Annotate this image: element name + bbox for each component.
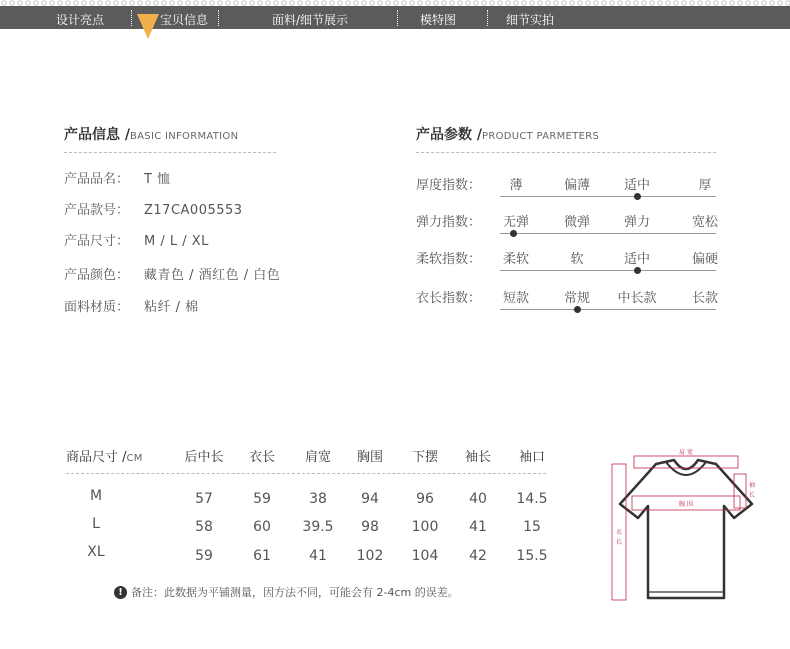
- nav-separator: [131, 10, 132, 26]
- nav-active-pointer: [137, 14, 159, 39]
- size-table-header: 袖口: [518, 450, 546, 465]
- size-table-header: 下摆: [411, 450, 439, 465]
- basic-info-title: 产品信息 /BASIC INFORMATION: [64, 127, 239, 143]
- size-table-header: 衣长: [248, 450, 276, 465]
- nav-item-info[interactable]: 宝贝信息: [160, 13, 209, 27]
- sleeve-label-1: 袖: [748, 482, 756, 489]
- tshirt-outline: [620, 460, 752, 598]
- param-option: 宽松: [691, 215, 719, 230]
- size-table-cell: 104: [411, 548, 439, 564]
- size-table-cell: 96: [416, 491, 434, 507]
- info-row-name: 产品品名： T 恤: [64, 172, 171, 187]
- nav-separator: [397, 10, 398, 26]
- info-row-color: 产品颜色： 藏青色 / 酒红色 / 白色: [64, 268, 281, 283]
- basic-info-divider: [64, 152, 276, 153]
- size-table-cell: 14.5: [516, 491, 548, 507]
- size-table-cell: 41: [309, 548, 327, 564]
- warning-icon: !: [114, 586, 127, 599]
- param-option: 常规: [563, 291, 591, 306]
- measurement-note: ! 备注：此数据为平铺测量，因方法不同，可能会有 2-4cm 的误差。: [114, 584, 459, 600]
- size-table-cell: 40: [469, 491, 487, 507]
- size-table-cell: 15.5: [516, 548, 548, 564]
- size-table-cell: 98: [361, 519, 379, 535]
- param-selected-marker: [510, 230, 517, 237]
- param-option: 厚: [698, 178, 712, 193]
- length-label-2: 长: [615, 539, 623, 546]
- param-selected-marker: [634, 267, 641, 274]
- nav-separator: [218, 10, 219, 26]
- params-title: 产品参数 /PRODUCT PARMETERS: [416, 127, 600, 143]
- size-table-divider: [66, 473, 546, 474]
- param-option: 无弹: [502, 215, 530, 230]
- param-option: 柔软: [502, 252, 530, 267]
- size-table-cell: 100: [411, 519, 439, 535]
- param-option: 偏薄: [563, 178, 591, 193]
- size-table-cell: 15: [523, 519, 541, 535]
- param-option: 弹力: [623, 215, 651, 230]
- param-scale-line: [500, 270, 716, 271]
- params-subtitle: PRODUCT PARMETERS: [482, 131, 600, 142]
- size-table-cell: 38: [309, 491, 327, 507]
- size-label: XL: [87, 544, 105, 560]
- top-nav: [0, 0, 790, 29]
- size-table-cell: 59: [253, 491, 271, 507]
- nav-item-design[interactable]: 设计亮点: [56, 13, 105, 27]
- param-option: 薄: [509, 178, 523, 193]
- size-table-cell: 61: [253, 548, 271, 564]
- param-option: 适中: [623, 178, 651, 193]
- param-scale-line: [500, 233, 716, 234]
- size-table-header: 袖长: [464, 450, 492, 465]
- nav-item-model[interactable]: 模特图: [420, 13, 457, 27]
- nav-separator: [487, 10, 488, 26]
- size-table-title: 商品尺寸 /CM: [66, 450, 143, 465]
- size-table-cell: 94: [361, 491, 379, 507]
- info-row-sku: 产品款号： Z17CA005553: [64, 203, 243, 218]
- size-table-header: 后中长: [184, 450, 224, 465]
- param-option: 短款: [502, 291, 530, 306]
- size-table-cell: 59: [195, 548, 213, 564]
- param-label: 柔软指数：: [416, 252, 482, 267]
- nav-item-detail[interactable]: 细节实拍: [506, 13, 555, 27]
- size-table-cell: 60: [253, 519, 271, 535]
- tshirt-diagram: [604, 442, 774, 606]
- shoulder-label: 肩 宽: [679, 449, 693, 456]
- param-option: 偏硬: [691, 252, 719, 267]
- params-divider: [416, 152, 716, 153]
- size-table-cell: 58: [195, 519, 213, 535]
- nav-item-fabric[interactable]: 面料/细节展示: [272, 13, 349, 27]
- param-selected-marker: [634, 193, 641, 200]
- info-row-size: 产品尺寸： M / L / XL: [64, 234, 209, 249]
- param-label: 弹力指数：: [416, 215, 482, 230]
- size-table-cell: 41: [469, 519, 487, 535]
- size-label: M: [89, 488, 103, 504]
- param-scale-line: [500, 309, 716, 310]
- size-table-cell: 42: [469, 548, 487, 564]
- length-label-1: 衣: [615, 529, 623, 536]
- sleeve-label-2: 长: [748, 492, 756, 499]
- size-table-cell: 57: [195, 491, 213, 507]
- param-option: 长款: [691, 291, 719, 306]
- size-table-unit: CM: [126, 453, 143, 464]
- param-selected-marker: [574, 306, 581, 313]
- size-table-cell: 102: [356, 548, 384, 564]
- param-label: 厚度指数：: [416, 178, 482, 193]
- param-option: 适中: [623, 252, 651, 267]
- size-table-header: 肩宽: [304, 450, 332, 465]
- basic-info-subtitle: BASIC INFORMATION: [130, 131, 239, 142]
- param-option: 软: [570, 252, 584, 267]
- shoulder-measure-box: [634, 456, 738, 468]
- param-option: 中长款: [617, 291, 657, 306]
- size-table-header: 胸围: [356, 450, 384, 465]
- chest-label: 胸 围: [679, 501, 693, 508]
- size-label: L: [92, 516, 100, 532]
- size-table-cell: 39.5: [302, 519, 334, 535]
- param-label: 衣长指数：: [416, 291, 482, 306]
- info-row-material: 面料材质： 粘纤 / 棉: [64, 300, 199, 315]
- param-scale-line: [500, 196, 716, 197]
- param-option: 微弹: [563, 215, 591, 230]
- nav-decor-band: [0, 0, 790, 6]
